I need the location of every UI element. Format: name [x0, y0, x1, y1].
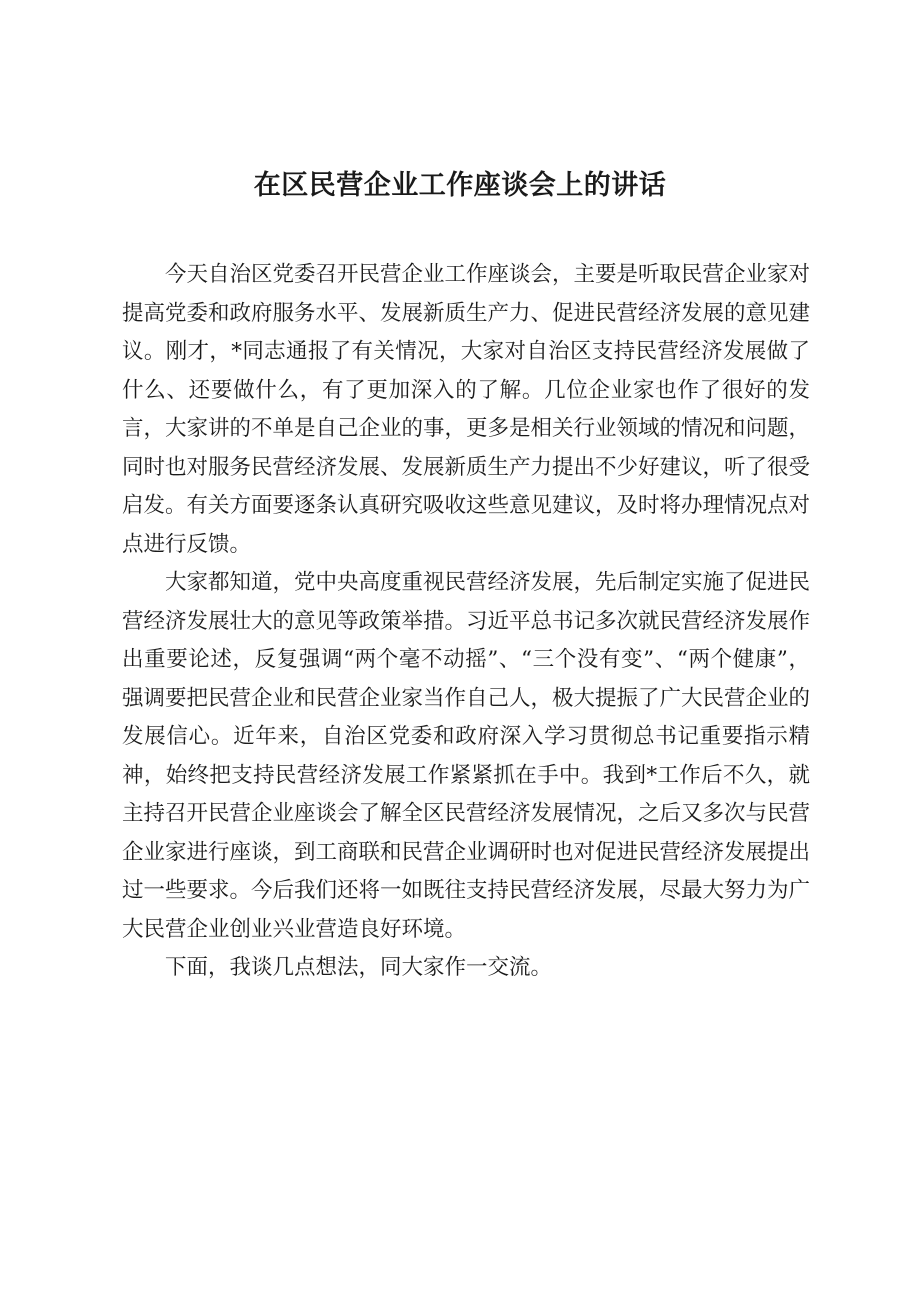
- paragraph-3: 下面，我谈几点想法，同大家作一交流。: [165, 955, 553, 980]
- paragraph-1: 今天自治区党委召开民营企业工作座谈会，主要是听取民营企业家对提高党委和政府服务水平、发展新质生产力、促进民营经济发展的意见建议。刚才，*同志通报了有关情况，大家对自治区支持民营经济发展做了什么、还要做什么，有了更加深入的了解。几位企业家也作了很好的发言，大家讲的不单是自己企业的事，更多是相关行业领域的情况和问题，同时也对服务民营经济发展、发展新质生产力提出不少好建议，听了很受启发。有关方面要逐条认真研究吸收这些意见建议，及时将办理情况点对点进行反馈。: [122, 262, 811, 557]
- document-body: [122, 256, 810, 988]
- paragraph-2: 大家都知道，党中央高度重视民营经济发展，先后制定实施了促进民营经济发展壮大的意见等政策举措。习近平总书记多次就民营经济发展作出重要论述，反复强调“两个毫不动摇”、“三个没有变”、“两个健康”，强调要把民营企业和民营企业家当作自己人，极大提振了广大民营企业的发展信心。近年来，自治区党委和政府深入学习贯彻总书记重要指示精神，始终把支持民营经济发展工作紧紧抓在手中。我到*工作后不久，就主持召开民营企业座谈会了解全区民营经济发展情况，之后又多次与民营企业家进行座谈，到工商联和民营企业调研时也对促进民营经济发展提出过一些要求。今后我们还将一如既往支持民营经济发展，尽最大努力为广大民营企业创业兴业营造良好环境。: [122, 570, 811, 942]
- document-title: 在区民营企业工作座谈会上的讲话: [253, 170, 667, 201]
